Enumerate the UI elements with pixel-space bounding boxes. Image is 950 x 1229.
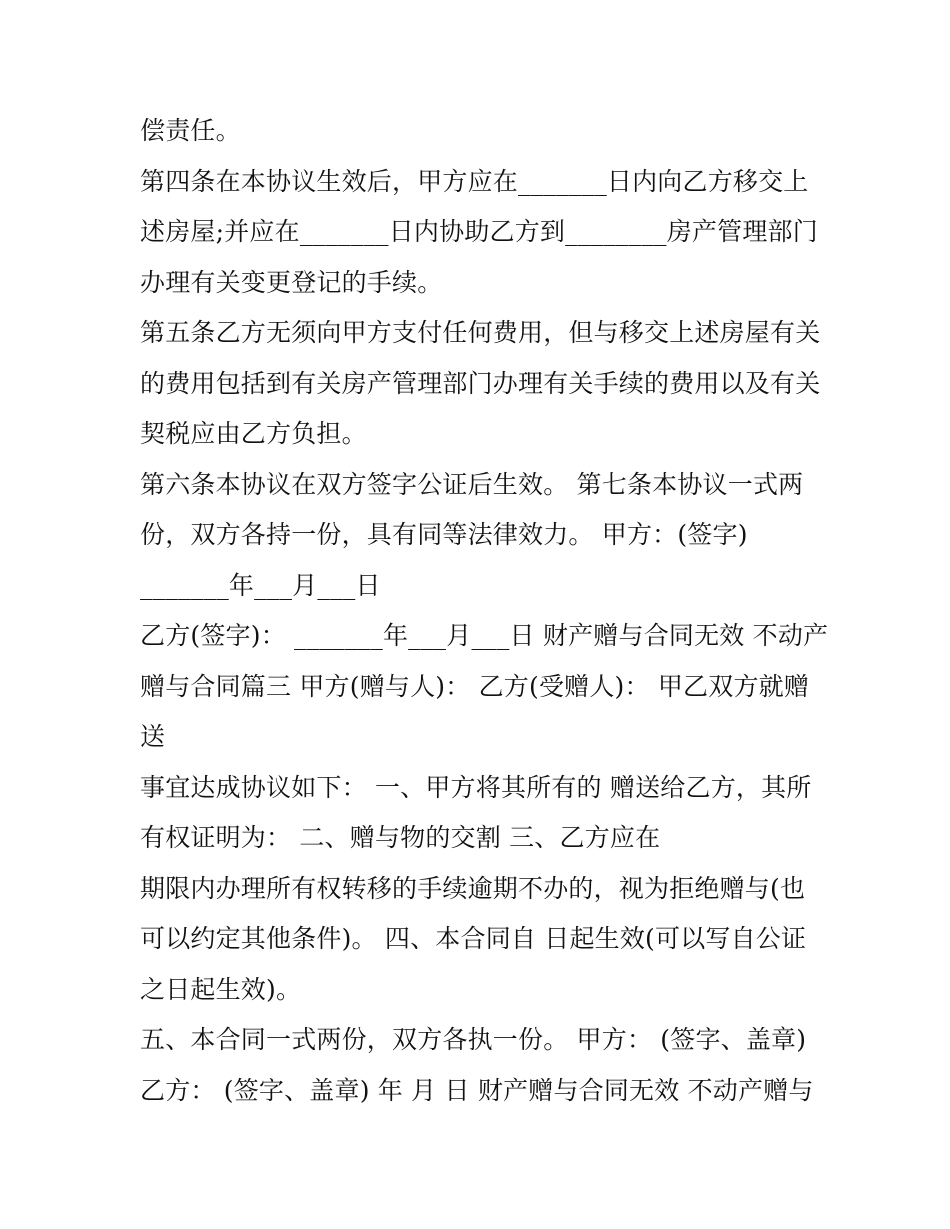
- text-line: 契税应由乙方负担。: [140, 419, 367, 448]
- text-line: 份，双方各持一份，具有同等法律效力。 甲方：(签字): [140, 520, 748, 549]
- text-line: 第五条乙方无须向甲方支付任何费用，但与移交上述房屋有关: [140, 318, 821, 347]
- text-line: 期限内办理所有权转移的手续逾期不办的，视为拒绝赠与(也: [140, 873, 806, 903]
- text-line: 可以约定其他条件)。 四、本合同自 日起生效(可以写自公证: [140, 924, 807, 953]
- text-line: 偿责任。: [140, 116, 241, 145]
- text-line: 有权证明为： 二、赠与物的交割 三、乙方应在: [140, 823, 661, 852]
- text-line: 第六条本协议在双方签字公证后生效。 第七条本协议一式两: [140, 469, 804, 499]
- text-line: 乙方： (签字、盖章) 年 月 日 财产赠与合同无效 不动产赠与: [140, 1075, 814, 1105]
- text-line: 的费用包括到有关房产管理部门办理有关手续的费用以及有关: [140, 368, 821, 398]
- text-line: 办理有关变更登记的手续。: [140, 267, 443, 297]
- text-line: 之日起生效)。: [140, 974, 302, 1004]
- text-line: 送: [140, 722, 166, 751]
- text-line: 述房屋;并应在_______日内协助乙方到________房产管理部门: [140, 217, 818, 246]
- text-line: _______年___月___日: [140, 570, 381, 600]
- text-line: 第四条在本协议生效后，甲方应在_______日内向乙方移交上: [140, 166, 809, 196]
- document-body: [140, 106, 829, 1116]
- text-line: 事宜达成协议如下： 一、甲方将其所有的 赠送给乙方，其所: [140, 772, 812, 802]
- text-line: 乙方(签字)： _______年___月___日 财产赠与合同无效 不动产: [140, 621, 829, 650]
- text-line: 五、本合同一式两份，双方各执一份。 甲方： (签字、盖章): [140, 1025, 807, 1054]
- text-line: 赠与合同篇三 甲方(赠与人)： 乙方(受赠人)： 甲乙双方就赠: [140, 671, 810, 701]
